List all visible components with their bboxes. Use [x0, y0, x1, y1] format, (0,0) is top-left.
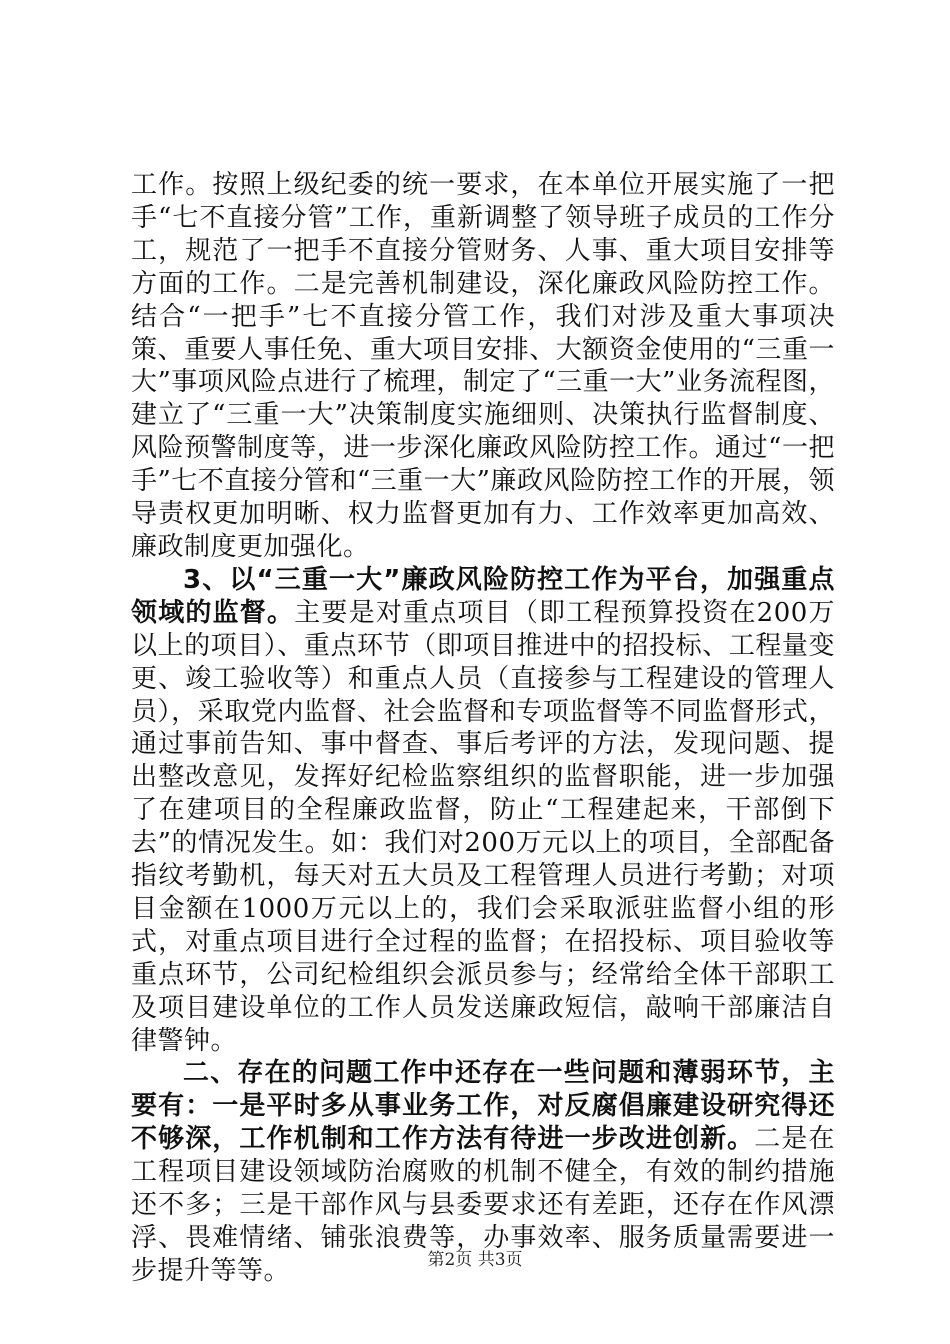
paragraph-1-text: 工作。按照上级纪委的统一要求，在本单位开展实施了一把手“七不直接分管”工作，重新调整了领导班子成员的工作分工，规范了一把手不直接分管财务、人事、重大项目安排等方面的工作。二是完善机制建设，深化廉政风险防控工作。结合“一把手”七不直接分管工作，我们对涉及重大事项决策、重要人事任免、重大项目安排、大额资金使用的“三重一大”事项风险点进行了梳理，制定了“三重一大”业务流程图，建立了“三重一大”决策制度实施细则、决策执行监督制度、风险预警制度等，进一步深化廉政风险防控工作。通过“一把手”七不直接分管和“三重一大”廉政风险防控工作的开展，领导责权更加明晰、权力监督更加有力、工作效率更加高效、廉政制度更加强化。	[131, 170, 835, 562]
paragraph-2-text: 主要是对重点项目（即工程预算投资在200万以上的项目）、重点环节（即项目推进中的招投标、工程量变更、竣工验收等）和重点人员（直接参与工程建设的管理人员），采取党内监督、社会监督和专项监督等不同监督形式，通过事前告知、事中督查、事后考评的方法，发现问题、提出整改意见，发挥好纪检监察组织的监督职能，进一步加强了在建项目的全程廉政监督，防止“工程建起来，干部倒下去”的情况发生。如：我们对200万元以上的项目，全部配备指纹考勤机，每天对五大员及工程管理人员进行考勤；对项目金额在1000万元以上的，我们会采取派驻监督小组的形式，对重点项目进行全过程的监督；在招投标、项目验收等重点环节，公司纪检组织会派员参与；经常给全体干部职工及项目建设单位的工作人员发送廉政短信，敲响干部廉洁自律警钟。	[131, 597, 835, 1056]
paragraph-1	[131, 169, 835, 564]
paragraph-2-heading: 3、以“三重一大”廉政风险防控工作为平台，加强重点领域的监督。	[131, 564, 835, 628]
paragraph-2	[131, 564, 835, 1058]
document-body	[131, 169, 835, 1288]
paragraph-3-text: 二是在工程项目建设领域防治腐败的机制不健全，有效的制约措施还不多；三是干部作风与县委要求还有差距，还存在作风漂浮、畏难情绪、铺张浪费等，办事效率、服务质量需要进一步提升等等。	[131, 1124, 835, 1286]
paragraph-3-heading: 二、存在的问题工作中还存在一些问题和薄弱环节，主要有：一是平时多从事业务工作，对反腐倡廉建设研究得还不够深，工作机制和工作方法有待进一步改进创新。	[131, 1058, 835, 1155]
page-footer	[0, 1245, 950, 1270]
page-number: 第2页 共3页	[427, 1250, 523, 1270]
